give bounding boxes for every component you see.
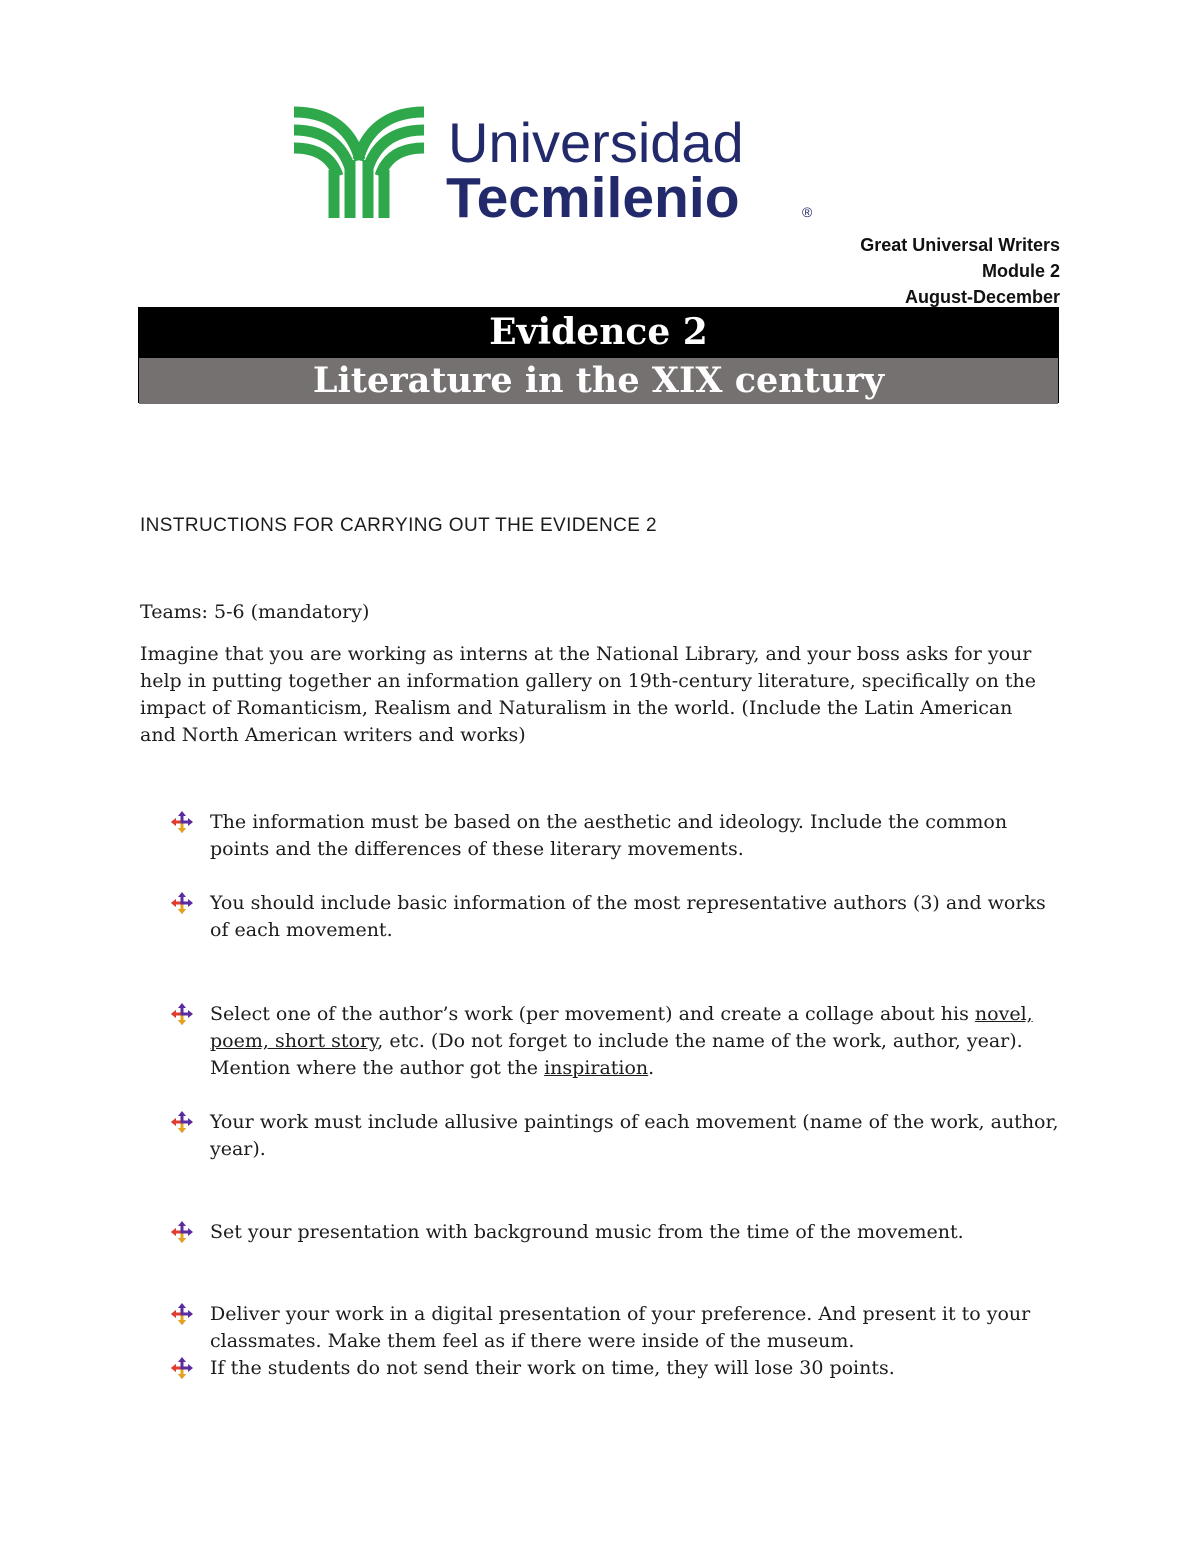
evidence-title: Evidence 2 (139, 308, 1058, 357)
course-name: Great Universal Writers (860, 235, 1060, 255)
bullet-text-2: You should include basic information of the most representative authors (3) and works of each movement. (210, 892, 1046, 941)
four-way-arrow-icon (170, 1356, 194, 1380)
title-box (138, 307, 1059, 403)
bullet-item-3 (170, 1001, 1060, 1082)
logo-graphic (290, 100, 830, 225)
bullet-text-1: The information must be based on the aesthetic and ideology. Include the common points and the differences of these literary movements. (210, 811, 1008, 860)
bullet-item-1 (170, 809, 1060, 863)
course-period: August-December (904, 287, 1060, 307)
bullet-3-underlined-forms: novel, poem, short story (210, 1003, 1033, 1052)
bullet-text-7: If the students do not send their work on time, they will lose 30 points. (210, 1357, 895, 1379)
bullet-text-6: Deliver your work in a digital presentation of your preference. And present it to your classmates. Make them feel as if there were inside of the museum. (210, 1303, 1031, 1352)
four-way-arrow-icon (170, 810, 194, 834)
bullet-3-underlined-inspiration: inspiration (544, 1057, 649, 1079)
four-way-arrow-icon (170, 891, 194, 915)
bullet-text-4: Your work must include allusive paintings of each movement (name of the work, author, year). (210, 1111, 1059, 1160)
bullet-3-part1: Select one of the author’s work (per movement) and create a collage about his (210, 1003, 975, 1025)
logo-registered-mark: ® (802, 204, 813, 220)
teams-text: Teams: 5-6 (mandatory) (140, 601, 370, 623)
bullet-item-4 (170, 1109, 1060, 1163)
logo-line2: Tecmilenio (446, 166, 740, 225)
bullet-item-5 (170, 1219, 1060, 1246)
logo-line1: Universidad (448, 111, 744, 174)
four-way-arrow-icon (170, 1302, 194, 1326)
instructions-heading: INSTRUCTIONS FOR CARRYING OUT THE EVIDENCE 2 (140, 515, 657, 536)
bullet-item-7 (170, 1355, 1060, 1382)
course-module: Module 2 (981, 261, 1060, 281)
bullet-3-part2: , etc. (Do not forget to include the name of the work, author, year). Mention where the author got the (210, 1030, 1023, 1079)
four-way-arrow-icon (170, 1110, 194, 1134)
bullet-item-6 (170, 1301, 1060, 1355)
four-way-arrow-icon (170, 1002, 194, 1026)
bullet-text-5: Set your presentation with background music from the time of the movement. (210, 1221, 964, 1243)
four-way-arrow-icon (170, 1220, 194, 1244)
tecmilenio-logo (290, 100, 830, 225)
evidence-subtitle: Literature in the XIX century (139, 357, 1058, 404)
course-info (860, 232, 1060, 310)
bullet-text-3 (210, 1001, 1060, 1082)
bullet-3-part3: . (648, 1057, 655, 1079)
intro-paragraph: Imagine that you are working as interns at the National Library, and your boss asks for your help in putting together an information gallery on 19th-century literature, specifically on the impact of Romanticism, Realism and Naturalism in the world. (Include the Latin American and North American writers and works) (140, 643, 1037, 746)
bullet-item-2 (170, 890, 1060, 944)
